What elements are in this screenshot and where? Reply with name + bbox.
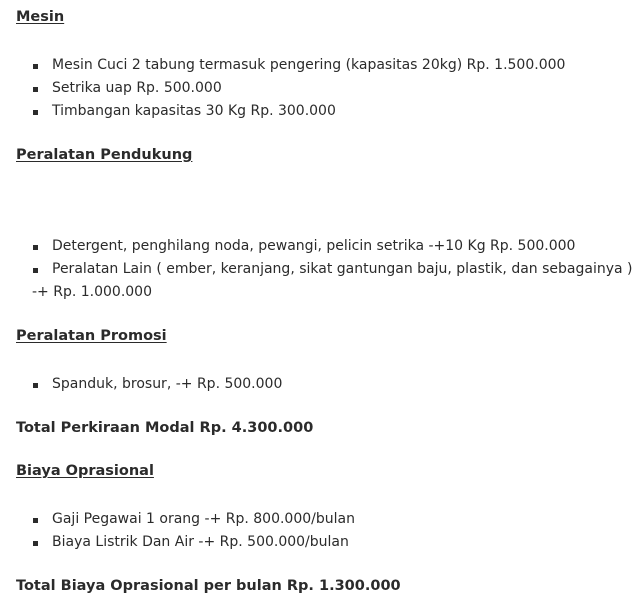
heading-peralatan-pendukung: Peralatan Pendukung xyxy=(16,147,193,163)
bullet-icon xyxy=(33,518,38,523)
list-item: Spanduk, brosur, -+ Rp. 500.000 xyxy=(0,373,282,396)
list-biaya-oprasional xyxy=(0,508,355,554)
list-item: Mesin Cuci 2 tabung termasuk pengering (kapasitas 20kg) Rp. 1.500.000 xyxy=(0,54,565,77)
bullet-icon xyxy=(33,110,38,115)
bullet-icon xyxy=(33,541,38,546)
heading-biaya-oprasional: Biaya Oprasional xyxy=(16,463,154,479)
list-item: Peralatan Lain ( ember, keranjang, sikat gantungan baju, plastik, dan sebagainya ) xyxy=(0,258,632,281)
list-item: Timbangan kapasitas 30 Kg Rp. 300.000 xyxy=(0,100,565,123)
bullet-icon xyxy=(33,245,38,250)
list-mesin xyxy=(0,54,565,123)
bullet-icon xyxy=(33,268,38,273)
list-item: Detergent, penghilang noda, pewangi, pelicin setrika -+10 Kg Rp. 500.000 xyxy=(0,235,632,258)
total-biaya-oprasional: Total Biaya Oprasional per bulan Rp. 1.300.000 xyxy=(16,578,401,594)
bullet-icon xyxy=(33,383,38,388)
heading-mesin: Mesin xyxy=(16,9,65,25)
bullet-icon xyxy=(33,64,38,69)
total-modal: Total Perkiraan Modal Rp. 4.300.000 xyxy=(16,420,314,436)
bullet-icon xyxy=(33,87,38,92)
list-peralatan-promosi xyxy=(0,373,282,396)
list-item: Gaji Pegawai 1 orang -+ Rp. 800.000/bulan xyxy=(0,508,355,531)
heading-peralatan-promosi: Peralatan Promosi xyxy=(16,328,167,344)
list-peralatan-pendukung xyxy=(0,235,632,281)
list-item: Biaya Listrik Dan Air -+ Rp. 500.000/bulan xyxy=(0,531,355,554)
list-item: Setrika uap Rp. 500.000 xyxy=(0,77,565,100)
list-item-continuation: -+ Rp. 1.000.000 xyxy=(32,284,152,300)
